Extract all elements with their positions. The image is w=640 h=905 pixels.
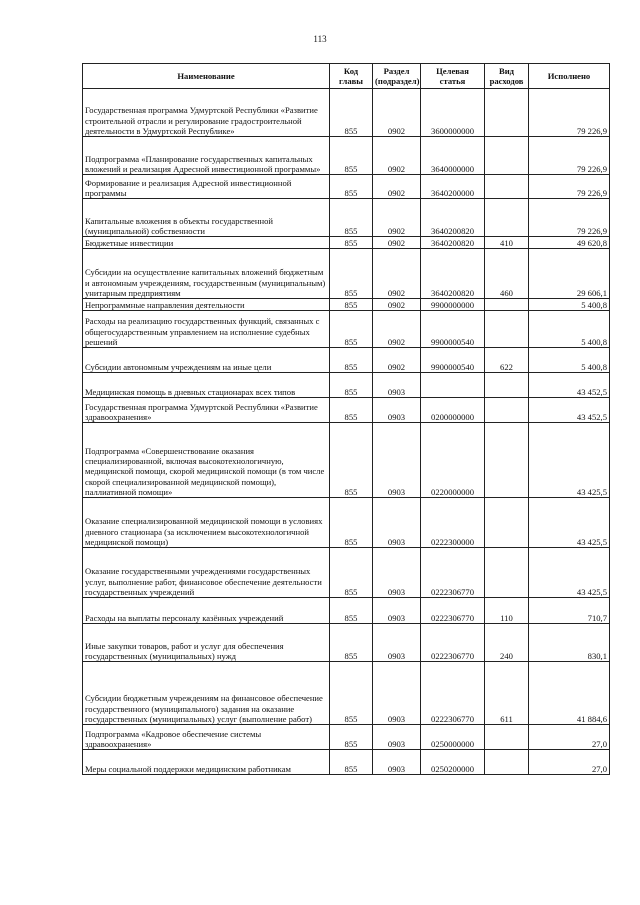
cell-code: 855 xyxy=(330,249,373,299)
cell-code: 855 xyxy=(330,423,373,498)
cell-executed: 49 620,8 xyxy=(529,237,610,249)
cell-target: 0250200000 xyxy=(421,750,485,775)
cell-kind xyxy=(485,311,529,348)
cell-target: 0222306770 xyxy=(421,662,485,725)
cell-executed: 5 400,8 xyxy=(529,311,610,348)
cell-target: 3640200820 xyxy=(421,249,485,299)
cell-kind xyxy=(485,398,529,423)
cell-executed: 79 226,9 xyxy=(529,175,610,199)
cell-kind: 460 xyxy=(485,249,529,299)
cell-target: 0220000000 xyxy=(421,423,485,498)
cell-code: 855 xyxy=(330,725,373,750)
cell-name: Субсидии на осуществление капитальных вложений бюджетным и автономным учреждениям, государственным (муниципальным) унитарным предприятиям xyxy=(83,249,330,299)
header-executed: Исполнено xyxy=(529,64,610,89)
table-row xyxy=(83,311,610,348)
cell-name: Формирование и реализация Адресной инвестиционной программы xyxy=(83,175,330,199)
cell-kind xyxy=(485,89,529,137)
cell-section: 0903 xyxy=(373,548,421,598)
cell-code: 855 xyxy=(330,624,373,662)
cell-name: Бюджетные инвестиции xyxy=(83,237,330,249)
cell-section: 0902 xyxy=(373,137,421,175)
cell-code: 855 xyxy=(330,750,373,775)
cell-kind: 410 xyxy=(485,237,529,249)
cell-target: 3640200000 xyxy=(421,175,485,199)
table-row xyxy=(83,498,610,548)
cell-target: 9900000540 xyxy=(421,311,485,348)
cell-code: 855 xyxy=(330,548,373,598)
cell-executed: 43 452,5 xyxy=(529,373,610,398)
cell-kind xyxy=(485,750,529,775)
cell-kind: 240 xyxy=(485,624,529,662)
cell-kind xyxy=(485,299,529,311)
table-row xyxy=(83,750,610,775)
cell-section: 0903 xyxy=(373,725,421,750)
table-row xyxy=(83,299,610,311)
cell-kind xyxy=(485,498,529,548)
cell-name: Государственная программа Удмуртской Республики «Развитие здравоохранения» xyxy=(83,398,330,423)
cell-section: 0902 xyxy=(373,175,421,199)
cell-section: 0903 xyxy=(373,498,421,548)
cell-executed: 79 226,9 xyxy=(529,137,610,175)
cell-target: 0222300000 xyxy=(421,498,485,548)
cell-kind: 622 xyxy=(485,348,529,373)
header-section: Раздел (подраздел) xyxy=(373,64,421,89)
header-kind: Вид расходов xyxy=(485,64,529,89)
cell-name: Расходы на реализацию государственных функций, связанных с общегосударственным управлением на исполнение судебных решений xyxy=(83,311,330,348)
cell-target: 0222306770 xyxy=(421,624,485,662)
cell-section: 0902 xyxy=(373,299,421,311)
cell-target: 3640200820 xyxy=(421,199,485,237)
cell-target: 0250000000 xyxy=(421,725,485,750)
cell-kind xyxy=(485,175,529,199)
cell-section: 0902 xyxy=(373,348,421,373)
cell-section: 0902 xyxy=(373,237,421,249)
cell-kind xyxy=(485,199,529,237)
cell-name: Подпрограмма «Планирование государственных капитальных вложений и реализация Адресной инвестиционной программы» xyxy=(83,137,330,175)
cell-target: 0222306770 xyxy=(421,548,485,598)
cell-executed: 43 425,5 xyxy=(529,498,610,548)
cell-name: Субсидии бюджетным учреждениям на финансовое обеспечение государственного (муниципального) задания на оказание государственных (муниципальных) услуг (выполнение работ) xyxy=(83,662,330,725)
cell-code: 855 xyxy=(330,299,373,311)
cell-kind: 110 xyxy=(485,598,529,624)
cell-code: 855 xyxy=(330,498,373,548)
cell-section: 0903 xyxy=(373,373,421,398)
cell-section: 0903 xyxy=(373,624,421,662)
cell-executed: 79 226,9 xyxy=(529,199,610,237)
cell-executed: 43 452,5 xyxy=(529,398,610,423)
cell-executed: 710,7 xyxy=(529,598,610,624)
cell-section: 0903 xyxy=(373,423,421,498)
cell-kind xyxy=(485,373,529,398)
cell-target: 9900000000 xyxy=(421,299,485,311)
table-row xyxy=(83,89,610,137)
table-row xyxy=(83,398,610,423)
cell-executed: 27,0 xyxy=(529,750,610,775)
cell-name: Государственная программа Удмуртской Республики «Развитие строительной отрасли и регулирование градостроительной деятельности в Удмуртской Республике» xyxy=(83,89,330,137)
table-row xyxy=(83,373,610,398)
cell-code: 855 xyxy=(330,137,373,175)
cell-code: 855 xyxy=(330,175,373,199)
cell-name: Подпрограмма «Кадровое обеспечение системы здравоохранения» xyxy=(83,725,330,750)
cell-kind xyxy=(485,725,529,750)
cell-code: 855 xyxy=(330,373,373,398)
page-number: 113 xyxy=(313,34,327,44)
table-row xyxy=(83,725,610,750)
cell-executed: 41 884,6 xyxy=(529,662,610,725)
cell-name: Медицинская помощь в дневных стационарах всех типов xyxy=(83,373,330,398)
cell-code: 855 xyxy=(330,237,373,249)
cell-name: Субсидии автономным учреждениям на иные цели xyxy=(83,348,330,373)
table-row xyxy=(83,175,610,199)
cell-target xyxy=(421,373,485,398)
cell-code: 855 xyxy=(330,311,373,348)
table-row xyxy=(83,199,610,237)
cell-code: 855 xyxy=(330,89,373,137)
cell-name: Капитальные вложения в объекты государственной (муниципальной) собственности xyxy=(83,199,330,237)
cell-code: 855 xyxy=(330,348,373,373)
cell-target: 0222306770 xyxy=(421,598,485,624)
table-row xyxy=(83,137,610,175)
header-row xyxy=(83,64,610,89)
table-row xyxy=(83,423,610,498)
cell-name: Подпрограмма «Совершенствование оказания специализированной, включая высокотехнологичную, медицинской помощи, скорой медицинской помощи (в том числе скорой специализированной медицинской помощи), паллиативной помощи» xyxy=(83,423,330,498)
cell-code: 855 xyxy=(330,662,373,725)
cell-name: Непрограммные направления деятельности xyxy=(83,299,330,311)
cell-target: 3640000000 xyxy=(421,137,485,175)
cell-target: 3600000000 xyxy=(421,89,485,137)
cell-name: Меры социальной поддержки медицинским работникам xyxy=(83,750,330,775)
cell-executed: 79 226,9 xyxy=(529,89,610,137)
cell-code: 855 xyxy=(330,199,373,237)
cell-name: Расходы на выплаты персоналу казённых учреждений xyxy=(83,598,330,624)
cell-executed: 43 425,5 xyxy=(529,423,610,498)
cell-executed: 43 425,5 xyxy=(529,548,610,598)
cell-kind: 611 xyxy=(485,662,529,725)
cell-section: 0903 xyxy=(373,662,421,725)
cell-executed: 5 400,8 xyxy=(529,299,610,311)
cell-kind xyxy=(485,137,529,175)
header-name: Наименование xyxy=(83,64,330,89)
table-row xyxy=(83,598,610,624)
table-row xyxy=(83,624,610,662)
cell-section: 0902 xyxy=(373,311,421,348)
cell-executed: 830,1 xyxy=(529,624,610,662)
cell-section: 0903 xyxy=(373,398,421,423)
cell-name: Оказание государственными учреждениями государственных услуг, выполнение работ, финансовое обеспечение деятельности государственных учреждений xyxy=(83,548,330,598)
cell-code: 855 xyxy=(330,598,373,624)
cell-section: 0902 xyxy=(373,89,421,137)
cell-target: 9900000540 xyxy=(421,348,485,373)
cell-target: 3640200820 xyxy=(421,237,485,249)
cell-kind xyxy=(485,548,529,598)
cell-code: 855 xyxy=(330,398,373,423)
header-code: Код главы xyxy=(330,64,373,89)
cell-executed: 29 606,1 xyxy=(529,249,610,299)
cell-section: 0902 xyxy=(373,249,421,299)
cell-kind xyxy=(485,423,529,498)
table-row xyxy=(83,348,610,373)
budget-table xyxy=(82,63,610,775)
cell-section: 0903 xyxy=(373,598,421,624)
cell-name: Иные закупки товаров, работ и услуг для обеспечения государственных (муниципальных) нужд xyxy=(83,624,330,662)
cell-section: 0903 xyxy=(373,750,421,775)
table-row xyxy=(83,249,610,299)
cell-section: 0902 xyxy=(373,199,421,237)
cell-target: 0200000000 xyxy=(421,398,485,423)
header-target: Целевая статья xyxy=(421,64,485,89)
cell-name: Оказание специализированной медицинской помощи в условиях дневного стационара (за исключением высокотехнологичной медицинской помощи) xyxy=(83,498,330,548)
cell-executed: 5 400,8 xyxy=(529,348,610,373)
table-row xyxy=(83,548,610,598)
cell-executed: 27,0 xyxy=(529,725,610,750)
table-row xyxy=(83,237,610,249)
table-row xyxy=(83,662,610,725)
